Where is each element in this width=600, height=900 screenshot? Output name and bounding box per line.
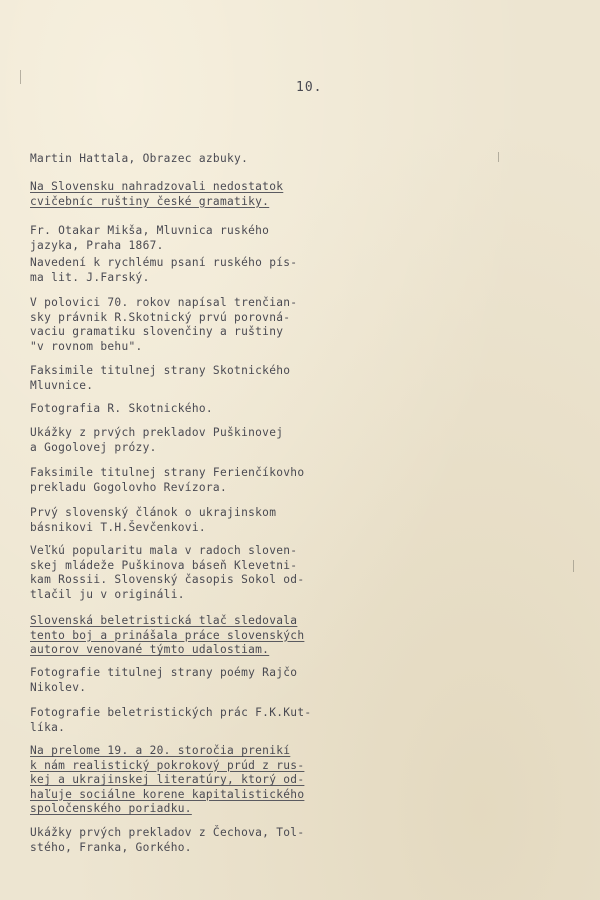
- entry: [30, 256, 350, 285]
- entry-line: Ukážky z prvých prekladov Puškinovej: [30, 426, 284, 439]
- entry-line: Slovenská beletristická tlač sledovala: [30, 614, 298, 627]
- entry-line: "v rovnom behu".: [30, 339, 143, 353]
- entry-line: a Gogolovej prózy.: [30, 440, 157, 454]
- entry-line: haľuje sociálne korene kapitalistického: [30, 787, 305, 801]
- entry-line: vaciu gramatiku slovenčiny a ruštiny: [30, 325, 284, 338]
- entry-line: sky právnik R.Skotnický prvú porovná-: [30, 310, 291, 324]
- entry-underlined: [30, 180, 350, 209]
- entry-underlined: [30, 744, 350, 817]
- entry-line: Martin Hattala, Obrazec azbuky.: [30, 152, 249, 165]
- entry-line: Faksimile titulnej strany Skotnického: [30, 364, 291, 377]
- entry-line: autorov venované týmto udalostiam.: [30, 643, 270, 656]
- entry-line: Faksimile titulnej strany Ferienčíkovho: [30, 466, 305, 479]
- entry: [30, 296, 350, 354]
- page-number: 10.: [296, 80, 323, 95]
- entry-line: Fotografie titulnej strany poémy Rajčo: [30, 666, 298, 679]
- entry-line: Nikolev.: [30, 680, 87, 694]
- entry-line: Ukážky prvých prekladov z Čechova, Tol-: [30, 826, 305, 839]
- entry: [30, 364, 350, 393]
- entry-line: cvičebníc ruštiny české gramatiky.: [30, 194, 270, 208]
- entry-line: Na Slovensku nahradzovali nedostatok: [30, 180, 284, 193]
- entry-line: kej a ukrajinskej literatúry, ktorý od-: [30, 773, 305, 786]
- entry: [30, 544, 350, 602]
- entry-line: Fotografia R. Skotnického.: [30, 402, 213, 415]
- entry: [30, 506, 350, 535]
- entry: [30, 666, 350, 695]
- entry: [30, 466, 350, 495]
- entry-line: kam Rossii. Slovenský časopis Sokol od-: [30, 573, 305, 586]
- entry-line: Prvý slovenský článok o ukrajinskom: [30, 506, 277, 519]
- paper-speck: [20, 70, 21, 84]
- paper-speck: [498, 152, 499, 162]
- entry-line: skej mládeže Puškinova báseň Klevetni-: [30, 558, 298, 572]
- entry: [30, 152, 350, 167]
- entry-line: stého, Franka, Gorkého.: [30, 840, 192, 854]
- entry-underlined: [30, 614, 350, 658]
- entry-line: prekladu Gogolovho Revízora.: [30, 480, 227, 494]
- entry: [30, 224, 350, 253]
- entry-line: Na prelome 19. a 20. storočia prenikí: [30, 744, 291, 757]
- entry-line: Fotografie beletristických prác F.K.Kut-: [30, 706, 312, 719]
- paper-speck: [573, 560, 574, 572]
- entry-line: básnikovi T.H.Ševčenkovi.: [30, 520, 206, 534]
- entry-line: líka.: [30, 720, 66, 734]
- entry-line: Navedení k rychlému psaní ruského pís-: [30, 256, 298, 269]
- entry-line: Fr. Otakar Mikša, Mluvnica ruského: [30, 224, 270, 237]
- entry-line: V polovici 70. rokov napísal trenčian-: [30, 296, 298, 309]
- entry-line: tento boj a prinášala práce slovenských: [30, 628, 305, 642]
- entry-line: ma lit. J.Farský.: [30, 270, 150, 284]
- entry-line: Veľkú popularitu mala v radoch sloven-: [30, 544, 298, 557]
- entry: [30, 706, 350, 735]
- entry-line: spoločenského poriadku.: [30, 802, 192, 815]
- entry: [30, 826, 350, 855]
- entry-line: Mluvnice.: [30, 378, 94, 392]
- entry: [30, 402, 350, 417]
- entry: [30, 426, 350, 455]
- entry-line: jazyka, Praha 1867.: [30, 238, 164, 252]
- entry-line: tlačil ju v origináli.: [30, 587, 185, 601]
- entry-line: k nám realistický pokrokový prúd z rus-: [30, 758, 305, 772]
